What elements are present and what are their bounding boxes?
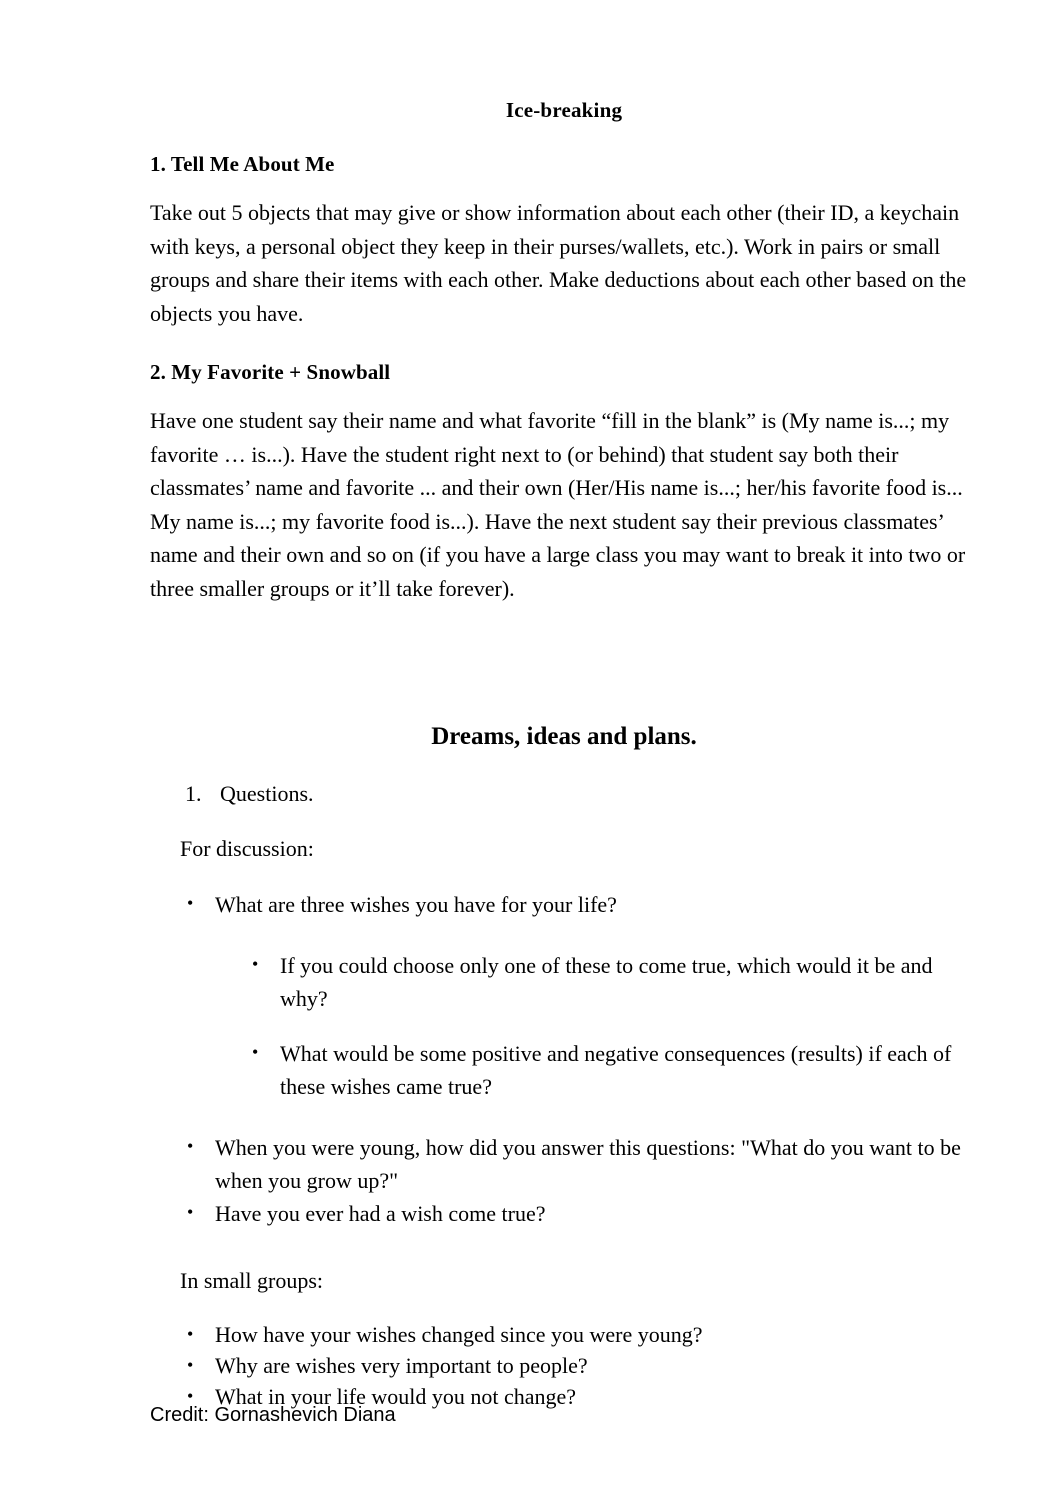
list-number-marker: 1.: [185, 781, 202, 806]
list-item: [185, 1319, 978, 1350]
spacer: [150, 1230, 978, 1264]
bullet-icon: •: [187, 1324, 194, 1344]
page-title: Ice-breaking: [505, 98, 623, 122]
section-gap: [150, 625, 978, 721]
section-paragraph-tell-me-about-me: Take out 5 objects that may give or show information about each other (their ID, a keychain with keys, a personal object they keep in their purses/wallets, etc.). Work in pairs or small groups and share their items with each other. Make deductions about each other based on the objects you have.: [150, 200, 967, 326]
section-heading-my-favorite-snowball: 2. My Favorite + Snowball: [150, 360, 391, 384]
lead-in-for-discussion: For discussion:: [180, 836, 314, 861]
list-item: [250, 1037, 978, 1103]
list-item: [185, 888, 978, 921]
list-item-text: Have you ever had a wish come true?: [215, 1200, 546, 1226]
spacer: [150, 921, 978, 949]
numbered-list-item-label: Questions.: [220, 781, 314, 806]
list-item-text: Why are wishes very important to people?: [215, 1353, 588, 1378]
section-paragraph-my-favorite-snowball: Have one student say their name and what favorite “fill in the blank” is (My name is...; my favorite … is...). Have the student right next to (or behind) that student say both their classmates’ name and favorite ... and their own (Her/His name is...; her/his favorite food is... My name is...; my favorite food is...). Have the next student say their previous classmates’ name and their own and so on (if you have a large class you may want to break it into two or three smaller groups or it’ll take forever).: [150, 408, 966, 601]
discussion-bullet-list: [150, 888, 978, 921]
numbered-list: [150, 777, 978, 810]
bullet-icon: •: [252, 953, 259, 974]
discussion-sub-bullet-list: [215, 949, 978, 1103]
document-body: [150, 96, 978, 1412]
discussion-bullet-list-continued: [150, 1131, 978, 1230]
bullet-icon: •: [187, 1386, 194, 1406]
spacer: [150, 1297, 978, 1319]
list-item: [250, 949, 978, 1015]
list-item-text: What would be some positive and negative consequences (results) if each of these wishes came true?: [280, 1040, 952, 1099]
page-subtitle-dreams-ideas-plans: Dreams, ideas and plans.: [431, 723, 697, 750]
list-item: [185, 1131, 978, 1197]
list-item: [185, 1197, 978, 1230]
bullet-icon: •: [187, 1201, 194, 1222]
bullet-icon: •: [187, 892, 194, 913]
numbered-list-item-questions: [185, 777, 978, 810]
credit-line: Credit: Gornashevich Diana: [150, 1404, 396, 1426]
list-item-text: How have your wishes changed since you were young?: [215, 1322, 703, 1347]
section-heading-tell-me-about-me: 1. Tell Me About Me: [150, 152, 335, 176]
spacer: [150, 810, 978, 832]
list-item-text: If you could choose only one of these to come true, which would it be and why?: [280, 952, 933, 1011]
list-item-text: What in your life would you not change?: [215, 1384, 577, 1409]
list-item-text: When you were young, how did you answer this questions: "What do you want to be when you grow up?": [215, 1134, 961, 1193]
list-item-text: What are three wishes you have for your life?: [215, 891, 617, 917]
bullet-icon: •: [187, 1135, 194, 1156]
spacer: [150, 350, 978, 358]
small-groups-bullet-list: [150, 1319, 978, 1412]
bullet-icon: •: [187, 1355, 194, 1375]
spacer: [150, 1103, 978, 1131]
lead-in-in-small-groups: In small groups:: [180, 1267, 323, 1293]
list-item: [185, 1350, 978, 1381]
spacer: [150, 866, 978, 888]
bullet-icon: •: [252, 1041, 259, 1062]
